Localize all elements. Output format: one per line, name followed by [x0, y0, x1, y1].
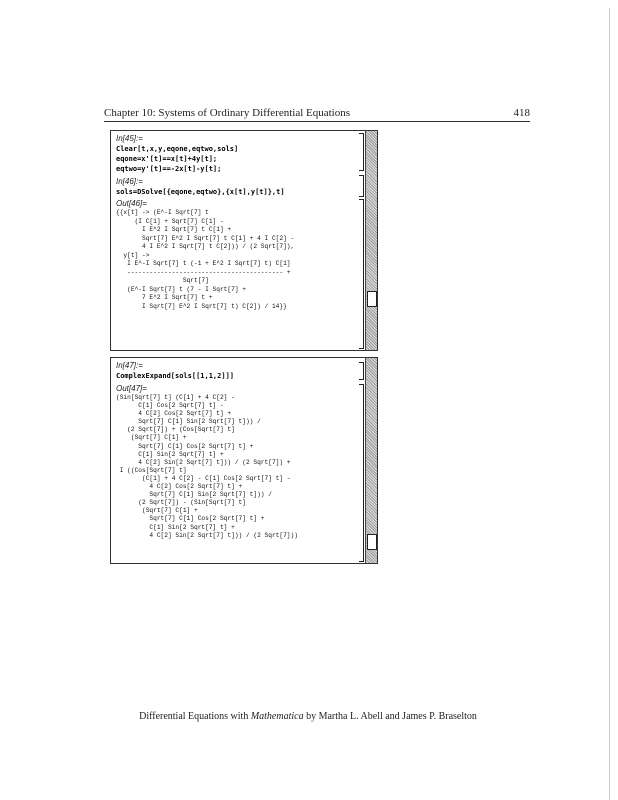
cell-bracket[interactable]	[359, 175, 364, 197]
footer-italic: Mathematica	[250, 711, 304, 722]
footer-prefix: Differential Equations with	[139, 711, 251, 722]
cell-brackets-1[interactable]	[352, 131, 364, 350]
input-label-46: In[46]:=	[116, 177, 143, 186]
input-cell-45[interactable]: Clear[t,x,y,eqone,eqtwo,sols] eqone=x'[t]==x[t]+4y[t]; eqtwo=y'[t]==-2x[t]-y[t];	[116, 145, 239, 173]
input-cell-47[interactable]: ComplexExpand[sols[[1,1,2]]]	[116, 372, 235, 380]
running-footer	[138, 711, 478, 722]
notebook-content-2	[116, 360, 351, 563]
footer-suffix: by Martha L. Abell and James P. Braselton	[303, 711, 477, 722]
notebook-window-2	[110, 357, 378, 564]
scroll-thumb[interactable]	[367, 291, 377, 307]
notebook-content-1	[116, 133, 351, 350]
page-edge-line	[609, 8, 610, 800]
output-cell-46: {{x[t] -> (E^-I Sqrt[7] t (I C[1] + Sqrt[7] C[1] - I E^2 I Sqrt[7] t C[1] + Sqrt[7] E^2 I Sqrt[7] t C[1] + 4 I C[2] - 4 I E^2 I Sqrt[7] t C[2])) / (2 Sqrt[7]), y[t] -> I E^-I Sqrt[7] t (-1 + E^2 I Sqrt[7] t) C[1] ------------------------------------------ + Sqrt[7] (E^-I Sqrt[7] t (7 - I Sqrt[7] + 7 E^2 I Sqrt[7] t + I Sqrt[7] E^2 I Sqrt[7] t) C[2]) / 14}}	[116, 209, 295, 311]
chapter-title: Chapter 10: Systems of Ordinary Differential Equations	[104, 107, 351, 119]
scroll-thumb[interactable]	[367, 534, 377, 550]
cell-bracket[interactable]	[359, 199, 364, 349]
cell-bracket[interactable]	[359, 362, 364, 380]
cell-bracket[interactable]	[359, 133, 364, 171]
vertical-scrollbar-1[interactable]	[365, 131, 377, 350]
cell-brackets-2[interactable]	[352, 358, 364, 563]
cell-bracket[interactable]	[359, 384, 364, 562]
output-cell-47: (Sin[Sqrt[7] t] (C[1] + 4 C[2] - C[1] Cos[2 Sqrt[7] t] - 4 C[2] Cos[2 Sqrt[7] t] + Sqrt[7] C[1] Sin[2 Sqrt[7] t])) / (2 Sqrt[7]) + (Cos[Sqrt[7] t] (Sqrt[7] C[1] + Sqrt[7] C[1] Cos[2 Sqrt[7] t] + C[1] Sin[2 Sqrt[7] t] + 4 C[2] Sin[2 Sqrt[7] t])) / (2 Sqrt[7]) + I ((Cos[Sqrt[7] t] (C[1] + 4 C[2] - C[1] Cos[2 Sqrt[7] t] - 4 C[2] Cos[2 Sqrt[7] t] + Sqrt[7] C[1] Sin[2 Sqrt[7] t])) / (2 Sqrt[7]) - (Sin[Sqrt[7] t] (Sqrt[7] C[1] + Sqrt[7] C[1] Cos[2 Sqrt[7] t] + C[1] Sin[2 Sqrt[7] t] + 4 C[2] Sin[2 Sqrt[7] t])) / (2 Sqrt[7]))	[116, 394, 298, 539]
header-rule	[104, 121, 530, 122]
notebook-window-1	[110, 130, 378, 351]
input-cell-46[interactable]: sols=DSolve[{eqone,eqtwo},{x[t],y[t]},t]	[116, 188, 285, 196]
vertical-scrollbar-2[interactable]	[365, 358, 377, 563]
output-label-46: Out[46]=	[116, 199, 147, 208]
input-label-45: In[45]:=	[116, 134, 143, 143]
page-number: 418	[513, 107, 530, 119]
output-label-47: Out[47]=	[116, 384, 147, 393]
input-label-47: In[47]:=	[116, 361, 143, 370]
